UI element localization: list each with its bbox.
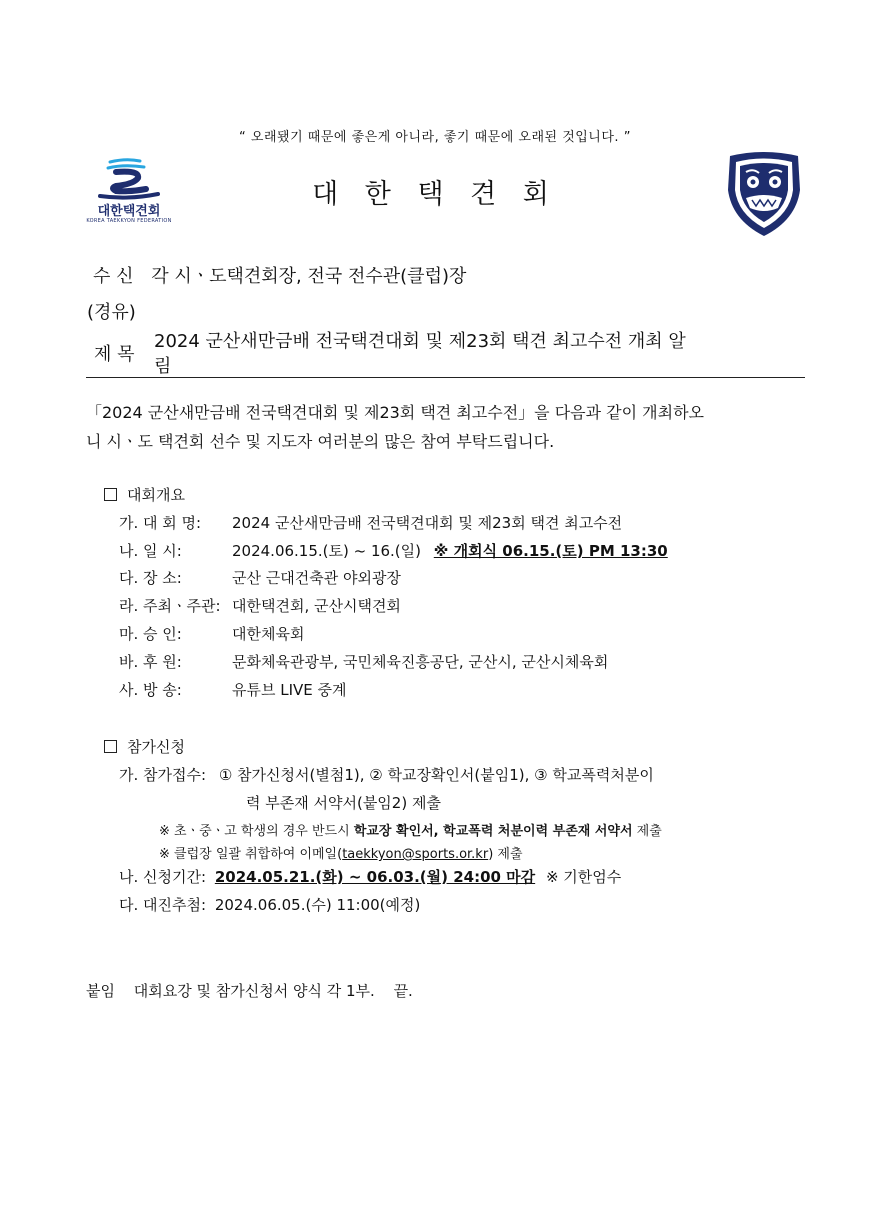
registration-heading-text: 참가신청	[127, 738, 185, 756]
note-text: ) 제출	[488, 847, 523, 862]
note-text: ※ 초ㆍ중ㆍ고 학생의 경우 반드시	[159, 824, 354, 839]
note-text: 제출	[632, 824, 662, 839]
overview-item-value: 문화체육관광부, 국민체육진흥공단, 군산시, 군산시체육회	[232, 653, 609, 671]
email-link[interactable]: taekkyon@sports.or.kr	[342, 847, 489, 862]
via-label: (경유)	[87, 302, 136, 323]
header-divider	[86, 377, 805, 378]
overview-item-value: 대한체육회	[232, 625, 305, 643]
checkbox-square-icon	[104, 740, 117, 753]
guardian-emblem	[722, 150, 806, 238]
overview-item-label: 바. 후 원:	[119, 653, 182, 671]
overview-item	[119, 651, 608, 672]
intro-line-1: 「2024 군산새만금배 전국택견대회 및 제23회 택견 최고수전」을 다음과 같이 개최하오	[86, 403, 704, 422]
recipient-value: 각 시ㆍ도택견회장, 전국 전수관(클럽)장	[151, 266, 467, 287]
intro-line-2: 니 시ㆍ도 택견회 선수 및 지도자 여러분의 많은 참여 부탁드립니다.	[86, 432, 555, 451]
overview-item-label: 마. 승 인:	[119, 625, 182, 643]
registration-item	[119, 866, 621, 887]
note-text: ※ 클럽장 일괄 취합하여 이메일(	[159, 847, 343, 862]
overview-item-value: 2024.06.15.(토) ~ 16.(일)	[232, 542, 421, 560]
attachment-label: 붙임	[86, 982, 115, 1000]
overview-item-label: 나. 일 시:	[119, 542, 182, 560]
overview-item	[119, 595, 401, 616]
federation-logo-subtitle: KOREA TAEKKYON FEDERATION	[86, 218, 172, 224]
registration-item-value: ① 참가신청서(별첨1), ② 학교장확인서(붙임1), ③ 학교폭력처분이	[218, 766, 654, 784]
subject-line-2: 림	[154, 356, 172, 377]
deadline-note: ※ 기한엄수	[545, 868, 622, 886]
registration-item	[119, 764, 654, 785]
federation-logo-name: 대한택견회	[97, 204, 161, 219]
overview-item-value: 군산 근대건축관 야외광장	[232, 569, 401, 587]
application-period: 2024.05.21.(화) ~ 06.03.(월) 24:00 마감	[214, 868, 536, 886]
recipient-label: 수 신	[93, 266, 134, 287]
overview-item	[119, 512, 622, 533]
intro-paragraph	[86, 398, 806, 456]
registration-item-value: 2024.06.05.(수) 11:00(예정)	[214, 896, 421, 914]
overview-item-value: 2024 군산새만금배 전국택견대회 및 제23회 택견 최고수전	[232, 514, 623, 532]
overview-item-label: 사. 방 송:	[119, 681, 182, 699]
note-emphasis: 학교장 확인서, 학교폭력 처분이력 부존재 서약서	[353, 824, 633, 839]
registration-item-label: 나. 신청기간:	[119, 868, 207, 886]
subject-label: 제 목	[94, 344, 135, 365]
overview-item-label: 다. 장 소:	[119, 569, 182, 587]
overview-heading-text: 대회개요	[127, 486, 185, 504]
checkbox-square-icon	[104, 488, 117, 501]
overview-item-label: 라. 주최ㆍ주관:	[119, 597, 221, 615]
registration-heading	[104, 736, 185, 757]
overview-heading	[104, 484, 185, 505]
overview-item	[119, 567, 401, 588]
overview-item-label: 가. 대 회 명:	[119, 514, 202, 532]
registration-item	[119, 894, 420, 915]
registration-note	[159, 820, 662, 839]
opening-ceremony-note: ※ 개회식 06.15.(토) PM 13:30	[433, 542, 668, 560]
attachment-end: 끝.	[393, 982, 413, 1000]
registration-item-label: 다. 대진추첨:	[119, 896, 207, 914]
slogan: “ 오래됐기 때문에 좋은게 아니라, 좋기 때문에 오래된 것입니다. ”	[239, 130, 631, 145]
overview-item	[119, 540, 668, 561]
registration-item-continuation: 력 부존재 서약서(붙임2) 제출	[246, 794, 441, 812]
subject-line-1: 2024 군산새만금배 전국택견대회 및 제23회 택견 최고수전 개최 알	[154, 331, 686, 352]
overview-item	[119, 623, 304, 644]
attachment-line	[86, 980, 413, 1001]
overview-item-value: 대한택견회, 군산시택견회	[232, 597, 401, 615]
org-title: 대 한 택 견 회	[312, 179, 558, 210]
recipient-row	[93, 262, 466, 288]
registration-item-label: 가. 참가접수:	[119, 766, 207, 784]
overview-item-value: 유튜브 LIVE 중계	[232, 681, 347, 699]
registration-note	[159, 843, 523, 862]
overview-item	[119, 679, 347, 700]
guardian-mask-icon	[722, 150, 806, 238]
attachment-text: 대회요강 및 참가신청서 양식 각 1부.	[133, 982, 375, 1000]
